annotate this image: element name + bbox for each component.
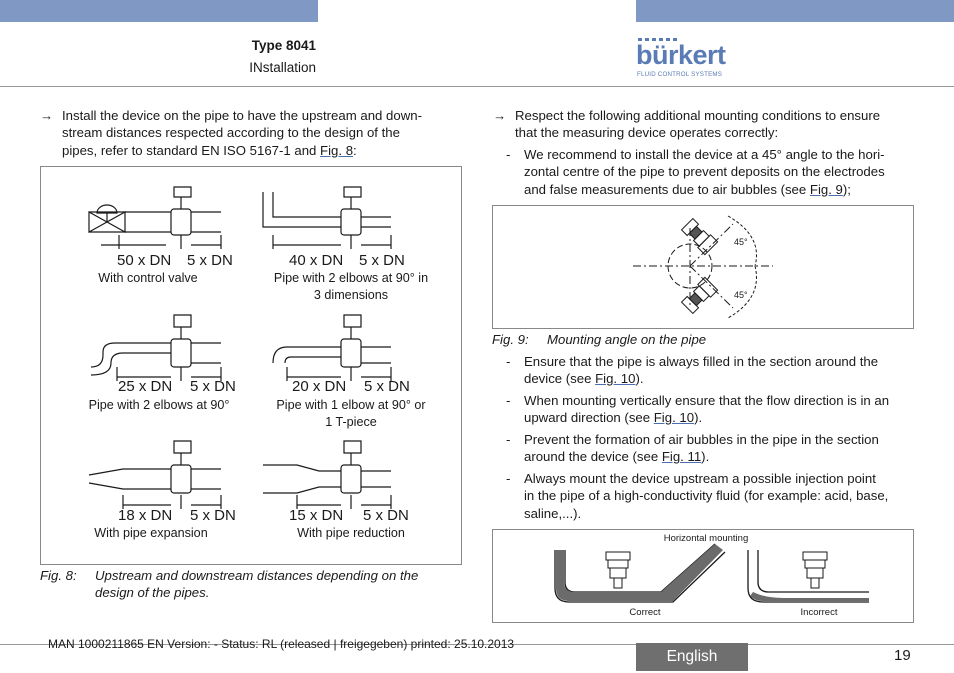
fig8-upstream-label: 25 x DN (118, 378, 173, 395)
fig10-title: Horizontal mounting (663, 533, 749, 544)
fig8-caption: With control valve (98, 271, 198, 285)
install-instruction (40, 107, 460, 159)
fig8-diagram (41, 167, 461, 564)
intro-line: that the measuring device operates correctly: (515, 125, 779, 141)
dash-icon: - (506, 393, 511, 408)
burkert-logo (636, 38, 736, 80)
fig8-upstream-label: 18 x DN (118, 507, 173, 524)
bullet-line: Ensure that the pipe is always filled in the section around the (524, 354, 879, 369)
fig8-caption: With pipe expansion (94, 526, 208, 540)
fig9-box (492, 205, 914, 329)
mounting-conditions (493, 107, 923, 142)
fig8-caption: Pipe with 2 elbows at 90° in (273, 271, 429, 285)
bullet-line: zontal centre of the pipe to prevent deposits on the electrodes (524, 164, 885, 180)
intro-line: Respect the following additional mounting conditions to ensure (515, 108, 881, 123)
page-number: 19 (894, 647, 911, 664)
fig8-downstream-label: 5 x DN (364, 378, 410, 395)
bullet-line: saline,...). (524, 505, 582, 521)
arrow-icon: → (493, 108, 507, 123)
fig8-caption: Pipe with 1 elbow at 90° or (276, 398, 426, 412)
bullet-line: When mounting vertically ensure that the flow direction is in an (524, 393, 890, 408)
fig8-upstream-label: 15 x DN (289, 507, 344, 524)
fig8-upstream-label: 20 x DN (292, 378, 347, 395)
bullet-line: Always mount the device upstream a possible injection point (524, 471, 876, 486)
fig10-incorrect-label: Incorrect (800, 607, 838, 618)
dash-icon: - (506, 354, 511, 369)
header-bar-left (0, 0, 318, 22)
fig8-link[interactable]: Fig. 8 (320, 142, 354, 158)
fig8-downstream-label: 5 x DN (190, 507, 236, 524)
intro-line: Install the device on the pipe to have the upstream and down- (62, 108, 422, 123)
document-type: Type 8041 (251, 38, 316, 53)
dash-icon: - (506, 147, 511, 162)
fig8-downstream-label: 5 x DN (190, 378, 236, 395)
fig8-caption: 1 T-piece (325, 415, 377, 429)
language-tab: English (636, 643, 748, 671)
bullet-injection-point (506, 470, 926, 522)
bullet-tail: ); (842, 181, 851, 197)
header-rule (0, 86, 954, 87)
fig8-caption: Pipe with 2 elbows at 90° (88, 398, 230, 412)
fig10-box (492, 529, 914, 623)
dash-icon: - (506, 471, 511, 486)
bullet-tail: ). (635, 371, 644, 387)
fig8-box (40, 166, 462, 565)
header-bar-right (636, 0, 954, 22)
document-footer: MAN 1000211865 EN Version: - Status: RL (released | freigegeben) printed: 25.10.2013 (48, 637, 515, 651)
bullet-pipe-filled (506, 353, 926, 388)
intro-line: stream distances respected according to the design of the (62, 125, 400, 141)
fig9-caption-text: Mounting angle on the pipe (547, 332, 707, 347)
svg-text:bürkert: bürkert (636, 40, 726, 70)
fig8-caption-label: Fig. 8: (40, 568, 77, 583)
fig8-downstream-label: 5 x DN (187, 252, 233, 269)
intro-tail: : (353, 142, 357, 158)
bullet-air-bubbles (506, 431, 926, 466)
fig9-link[interactable]: Fig. 9 (809, 181, 843, 197)
fig8-downstream-label: 5 x DN (363, 507, 409, 524)
fig8-caption: 3 dimensions (313, 288, 389, 302)
dash-icon: - (506, 432, 511, 447)
svg-text:FLUID CONTROL SYSTEMS: FLUID CONTROL SYSTEMS (637, 71, 723, 78)
fig8-upstream-label: 40 x DN (289, 252, 344, 269)
fig10-diagram (493, 530, 913, 622)
fig8-caption-block (40, 567, 460, 602)
bullet-line: in the pipe of a high-conductivity fluid (for example: acid, base, (524, 488, 889, 504)
fig10-correct-label: Correct (629, 607, 661, 618)
bullet-line: device (see (524, 371, 596, 387)
arrow-icon: → (40, 108, 54, 123)
fig9-diagram (493, 206, 913, 328)
bullet-tail: ). (701, 449, 710, 465)
fig11-link[interactable]: Fig. 11 (661, 449, 702, 465)
bullet-line: Prevent the formation of air bubbles in the pipe in the section (524, 432, 879, 447)
bullet-line: We recommend to install the device at a 45° angle to the hori- (524, 147, 885, 162)
angle-label-top: 45° (734, 237, 748, 247)
fig9-caption-label: Fig. 9: (492, 332, 529, 347)
fig8-caption-line: Upstream and downstream distances depending on the (95, 568, 419, 583)
fig9-caption (492, 331, 912, 348)
bullet-line: upward direction (see (524, 410, 654, 426)
bullet-line: and false measurements due to air bubbles (see (524, 181, 810, 197)
fig8-upstream-label: 50 x DN (117, 252, 172, 269)
bullet-45-degree (506, 146, 926, 198)
fig10-link[interactable]: Fig. 10 (653, 410, 695, 426)
bullet-line: around the device (see (524, 449, 662, 465)
fig8-caption: With pipe reduction (297, 526, 405, 540)
fig8-downstream-label: 5 x DN (359, 252, 405, 269)
fig10-link[interactable]: Fig. 10 (595, 371, 636, 387)
intro-line: pipes, refer to standard EN ISO 5167-1 and (62, 142, 321, 158)
angle-label-bottom: 45° (734, 290, 748, 300)
fig8-caption-line: design of the pipes. (95, 585, 210, 601)
bullet-vertical-mounting (506, 392, 926, 427)
section-title: INstallation (249, 60, 316, 75)
bullet-tail: ). (694, 410, 703, 426)
